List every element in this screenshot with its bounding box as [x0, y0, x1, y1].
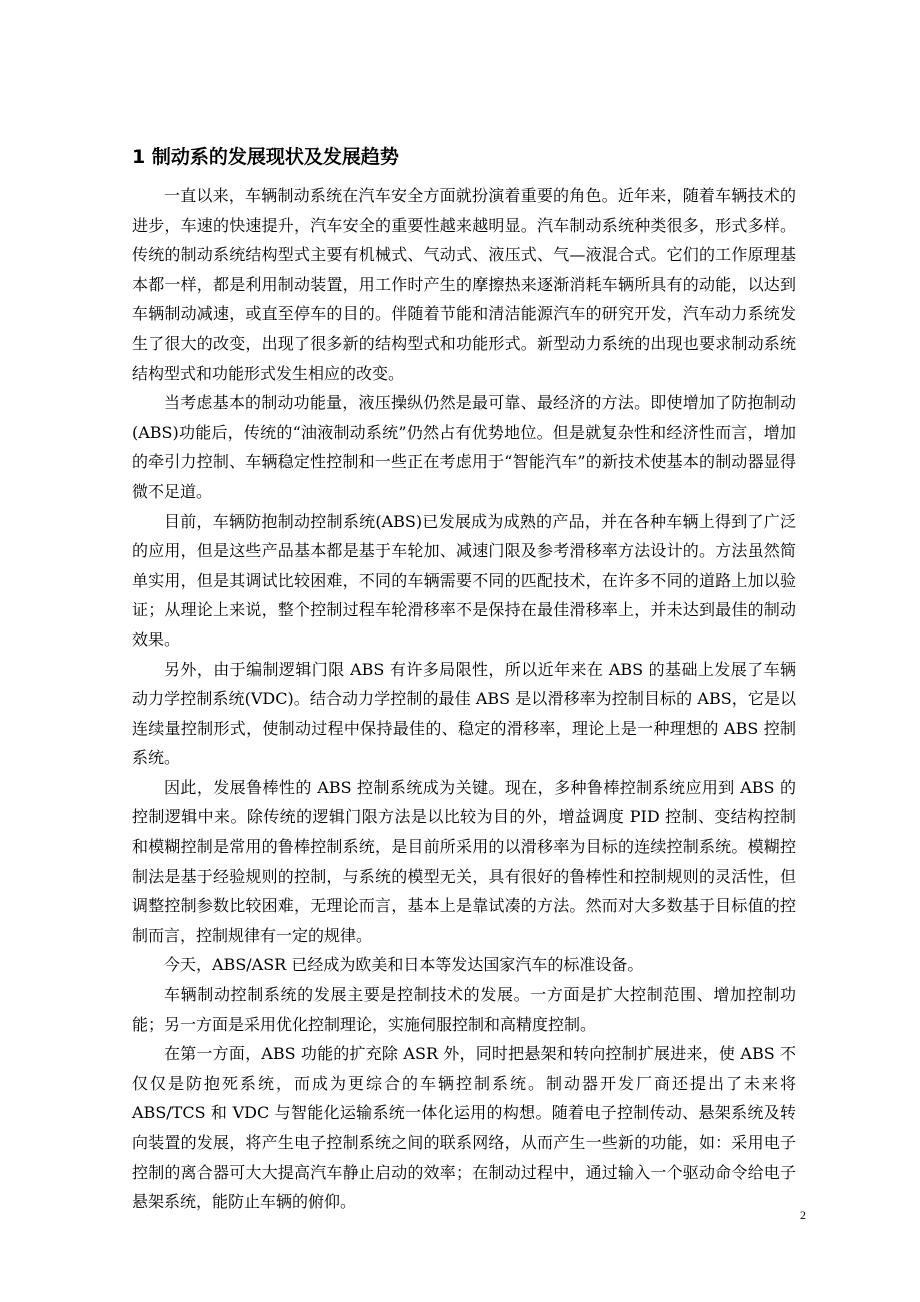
paragraph-8: 在第一方面，ABS 功能的扩充除 ASR 外，同时把悬架和转向控制扩展进来，使 ABS 不仅仅是防抱死系统，而成为更综合的车辆控制系统。制动器开发厂商还提出了未来将 ABS/TCS 和 VDC 与智能化运输系统一体化运用的构想。随着电子控制传动、悬架系统及转向装置的发展，将产生电子控制系统之间的联系网络，从而产生一些新的功能，如：采用电子控制的离合器可大大提高汽车静止启动的效率；在制动过程中，通过输入一个驱动命令给电子悬架系统，能防止车辆的俯仰。	[132, 1044, 796, 1212]
paragraph-6: 今天，ABS/ASR 已经成为欧美和日本等发达国家汽车的标准设备。	[164, 955, 644, 975]
page-number: 2	[800, 1208, 806, 1222]
paragraph-4: 另外，由于编制逻辑门限 ABS 有许多局限性，所以近年来在 ABS 的基础上发展了车辆动力学控制系统(VDC)。结合动力学控制的最佳 ABS 是以滑移率为控制目标的 ABS，它是以连续量控制形式，使制动过程中保持最佳的、稳定的滑移率，理论上是一种理想的 ABS 控制系统。	[132, 659, 796, 768]
paragraph-2: 当考虑基本的制动功能量，液压操纵仍然是最可靠、最经济的方法。即使增加了防抱制动(ABS)功能后，传统的“油液制动系统”仍然占有优势地位。但是就复杂性和经济性而言，增加的牵引力控制、车辆稳定性控制和一些正在考虑用于“智能汽车”的新技术使基本的制动器显得微不足道。	[132, 393, 796, 501]
body-text	[132, 181, 796, 1217]
paragraph-3: 目前，车辆防抱制动控制系统(ABS)已发展成为成熟的产品，并在各种车辆上得到了广泛的应用，但是这些产品基本都是基于车轮加、减速门限及参考滑移率方法设计的。方法虽然简单实用，但是其调试比较困难，不同的车辆需要不同的匹配技术，在许多不同的道路上加以验证；从理论上来说，整个控制过程车轮滑移率不是保持在最佳滑移率上，并未达到最佳的制动效果。	[132, 511, 796, 649]
paragraph-7: 车辆制动控制系统的发展主要是控制技术的发展。一方面是扩大控制范围、增加控制功能；另一方面是采用优化控制理论，实施伺服控制和高精度控制。	[132, 985, 796, 1034]
section-heading: 1 制动系的发展现状及发展趋势	[132, 146, 399, 168]
paragraph-1: 一直以来，车辆制动系统在汽车安全方面就扮演着重要的角色。近年来，随着车辆技术的进步，车速的快速提升，汽车安全的重要性越来越明显。汽车制动系统种类很多，形式多样。传统的制动系统结构型式主要有机械式、气动式、液压式、气—液混合式。它们的工作原理基本都一样，都是利用制动装置，用工作时产生的摩擦热来逐渐消耗车辆所具有的动能，以达到车辆制动减速，或直至停车的目的。伴随着节能和清洁能源汽车的研究开发，汽车动力系统发生了很大的改变，出现了很多新的结构型式和功能形式。新型动力系统的出现也要求制动系统结构型式和功能形式发生相应的改变。	[132, 186, 796, 383]
paragraph-5: 因此，发展鲁棒性的 ABS 控制系统成为关键。现在，多种鲁棒控制系统应用到 ABS 的控制逻辑中来。除传统的逻辑门限方法是以比较为目的外，增益调度 PID 控制、变结构控制和模糊控制是常用的鲁棒控制系统，是目前所采用的以滑移率为目标的连续控制系统。模糊控制法是基于经验规则的控制，与系统的模型无关，具有很好的鲁棒性和控制规则的灵活性，但调整控制参数比较困难，无理论而言，基本上是靠试凑的方法。然而对大多数基于目标值的控制而言，控制规律有一定的规律。	[132, 777, 796, 945]
